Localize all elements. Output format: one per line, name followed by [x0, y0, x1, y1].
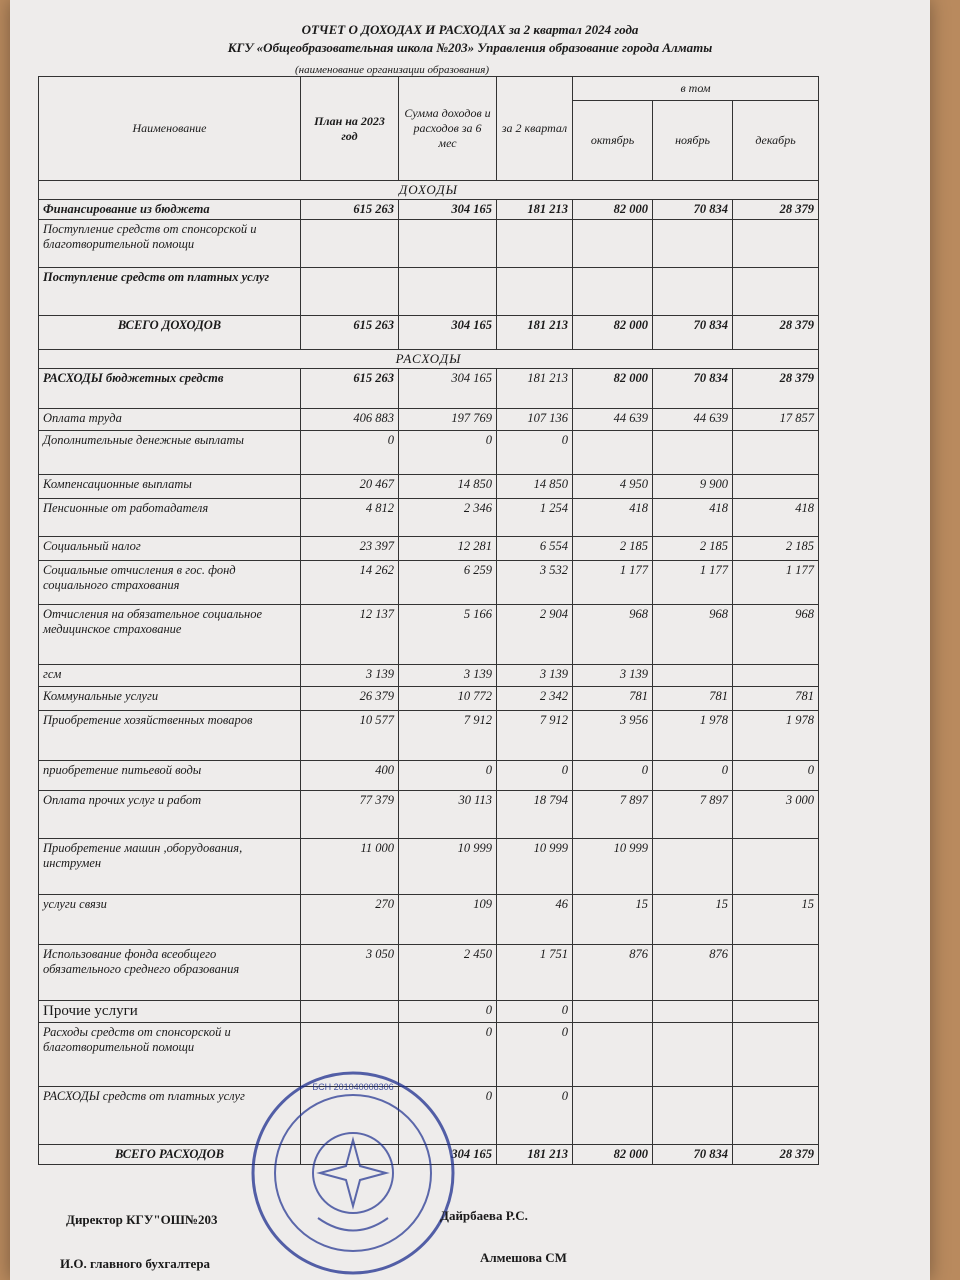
- cell-plan: [301, 268, 399, 316]
- cell-plan: 23 397: [301, 537, 399, 561]
- row-label: услуги связи: [39, 895, 301, 945]
- cell-plan: 0: [301, 431, 399, 475]
- cell-oct: 1 177: [573, 561, 653, 605]
- table-row: [39, 791, 819, 839]
- cell-sum6: 2 450: [399, 945, 497, 1001]
- cell-sum6: 197 769: [399, 409, 497, 431]
- table-row: [39, 475, 819, 499]
- cell-dec: 2 185: [733, 537, 819, 561]
- accountant-name: Алмешова СМ: [480, 1250, 567, 1265]
- row-label: Социальные отчисления в гос. фонд социального страхования: [39, 561, 301, 605]
- cell-sum6: [399, 220, 497, 268]
- cell-q2: 7 912: [497, 711, 573, 761]
- report-table: [38, 76, 819, 1165]
- cell-sum6: 7 912: [399, 711, 497, 761]
- cell-plan: 406 883: [301, 409, 399, 431]
- cell-oct: [573, 1023, 653, 1087]
- col-header-nov: ноябрь: [653, 101, 733, 181]
- cell-oct: 82 000: [573, 316, 653, 350]
- cell-dec: [733, 839, 819, 895]
- row-label: Оплата прочих услуг и работ: [39, 791, 301, 839]
- cell-dec: [733, 220, 819, 268]
- cell-plan: 20 467: [301, 475, 399, 499]
- table-row: [39, 537, 819, 561]
- col-header-plan: План на 2023 год: [301, 77, 399, 181]
- cell-sum6: 3 139: [399, 665, 497, 687]
- cell-sum6: 5 166: [399, 605, 497, 665]
- cell-nov: 1 978: [653, 711, 733, 761]
- cell-dec: 28 379: [733, 200, 819, 220]
- director-name: Дайрбаева Р.С.: [440, 1208, 528, 1223]
- cell-oct: 10 999: [573, 839, 653, 895]
- row-label: Поступление средств от спонсорской и благотворительной помощи: [39, 220, 301, 268]
- cell-nov: [653, 1087, 733, 1145]
- table-row: [39, 895, 819, 945]
- cell-oct: 44 639: [573, 409, 653, 431]
- cell-nov: 9 900: [653, 475, 733, 499]
- cell-dec: 1 978: [733, 711, 819, 761]
- organization-name: КГУ «Общеобразовательная школа №203» Управления образование города Алматы: [227, 40, 713, 55]
- cell-oct: 3 956: [573, 711, 653, 761]
- cell-q2: 107 136: [497, 409, 573, 431]
- cell-dec: [733, 1087, 819, 1145]
- table-row: [39, 711, 819, 761]
- cell-oct: 418: [573, 499, 653, 537]
- cell-nov: 418: [653, 499, 733, 537]
- cell-q2: 18 794: [497, 791, 573, 839]
- cell-plan: 14 262: [301, 561, 399, 605]
- cell-oct: [573, 1087, 653, 1145]
- cell-dec: [733, 945, 819, 1001]
- cell-plan: [301, 1001, 399, 1023]
- cell-nov: [653, 1023, 733, 1087]
- cell-q2: 181 213: [497, 369, 573, 409]
- cell-dec: [733, 1001, 819, 1023]
- cell-q2: 181 213: [497, 200, 573, 220]
- row-label: ВСЕГО РАСХОДОВ: [39, 1145, 301, 1165]
- col-header-sum6: Сумма доходов и расходов за 6 мес: [399, 77, 497, 181]
- row-label: Дополнительные денежные выплаты: [39, 431, 301, 475]
- cell-sum6: 14 850: [399, 475, 497, 499]
- cell-plan: [301, 1023, 399, 1087]
- cell-sum6: 304 165: [399, 316, 497, 350]
- table-row: [39, 761, 819, 791]
- cell-nov: 7 897: [653, 791, 733, 839]
- cell-sum6: 2 346: [399, 499, 497, 537]
- cell-plan: 26 379: [301, 687, 399, 711]
- table-row: [39, 1087, 819, 1145]
- cell-q2: [497, 268, 573, 316]
- cell-dec: 28 379: [733, 316, 819, 350]
- cell-dec: 418: [733, 499, 819, 537]
- cell-q2: [497, 220, 573, 268]
- table-row: [39, 839, 819, 895]
- income-total-row: [39, 316, 819, 350]
- cell-plan: 615 263: [301, 316, 399, 350]
- table-row: [39, 220, 819, 268]
- expense-section-header: РАСХОДЫ: [39, 350, 819, 369]
- cell-q2: 181 213: [497, 1145, 573, 1165]
- cell-nov: [653, 268, 733, 316]
- cell-q2: 0: [497, 431, 573, 475]
- cell-sum6: 0: [399, 431, 497, 475]
- cell-oct: 7 897: [573, 791, 653, 839]
- cell-nov: [653, 665, 733, 687]
- col-header-name: Наименование: [39, 77, 301, 181]
- row-label: Оплата труда: [39, 409, 301, 431]
- cell-sum6: 30 113: [399, 791, 497, 839]
- cell-dec: 17 857: [733, 409, 819, 431]
- income-section-header: ДОХОДЫ: [39, 181, 819, 200]
- cell-sum6: 0: [399, 1001, 497, 1023]
- cell-dec: 968: [733, 605, 819, 665]
- cell-q2: 0: [497, 1023, 573, 1087]
- expense-section-row: [39, 350, 819, 369]
- cell-q2: 46: [497, 895, 573, 945]
- cell-plan: 400: [301, 761, 399, 791]
- cell-oct: 82 000: [573, 1145, 653, 1165]
- row-label: Приобретение машин ,оборудования, инструмен: [39, 839, 301, 895]
- row-label: гсм: [39, 665, 301, 687]
- table-row: [39, 665, 819, 687]
- table-row: [39, 200, 819, 220]
- cell-dec: [733, 665, 819, 687]
- table-row: [39, 268, 819, 316]
- table-row: [39, 369, 819, 409]
- col-header-q2: за 2 квартал: [497, 77, 573, 181]
- cell-dec: 3 000: [733, 791, 819, 839]
- report-body: [39, 181, 819, 1165]
- table-row: [39, 409, 819, 431]
- cell-nov: 2 185: [653, 537, 733, 561]
- cell-sum6: 6 259: [399, 561, 497, 605]
- table-row: [39, 687, 819, 711]
- cell-nov: 44 639: [653, 409, 733, 431]
- income-section-row: [39, 181, 819, 200]
- cell-nov: [653, 220, 733, 268]
- col-header-oct: октябрь: [573, 101, 653, 181]
- cell-dec: 781: [733, 687, 819, 711]
- row-label: РАСХОДЫ бюджетных средств: [39, 369, 301, 409]
- cell-plan: [301, 1145, 399, 1165]
- cell-dec: 28 379: [733, 1145, 819, 1165]
- row-label: Компенсационные выплаты: [39, 475, 301, 499]
- row-label: Отчисления на обязательное социальное медицинское страхование: [39, 605, 301, 665]
- cell-oct: 82 000: [573, 200, 653, 220]
- table-row: [39, 1023, 819, 1087]
- row-label: Использование фонда всеобщего обязательного среднего образования: [39, 945, 301, 1001]
- cell-nov: [653, 839, 733, 895]
- cell-plan: [301, 1087, 399, 1145]
- cell-oct: 2 185: [573, 537, 653, 561]
- cell-dec: [733, 1023, 819, 1087]
- cell-q2: 0: [497, 761, 573, 791]
- cell-plan: 4 812: [301, 499, 399, 537]
- cell-q2: 0: [497, 1001, 573, 1023]
- cell-q2: 2 342: [497, 687, 573, 711]
- cell-nov: 15: [653, 895, 733, 945]
- table-row: [39, 431, 819, 475]
- cell-plan: 11 000: [301, 839, 399, 895]
- row-label: Коммунальные услуги: [39, 687, 301, 711]
- cell-nov: 70 834: [653, 369, 733, 409]
- cell-plan: 615 263: [301, 200, 399, 220]
- cell-oct: 3 139: [573, 665, 653, 687]
- cell-sum6: 109: [399, 895, 497, 945]
- cell-nov: 1 177: [653, 561, 733, 605]
- row-label: Финансирование из бюджета: [39, 200, 301, 220]
- cell-oct: 876: [573, 945, 653, 1001]
- cell-nov: 968: [653, 605, 733, 665]
- row-label: Поступление средств от платных услуг: [39, 268, 301, 316]
- table-row: [39, 561, 819, 605]
- cell-oct: 781: [573, 687, 653, 711]
- cell-plan: 615 263: [301, 369, 399, 409]
- cell-oct: 4 950: [573, 475, 653, 499]
- row-label: приобретение питьевой воды: [39, 761, 301, 791]
- col-header-including: в том: [573, 77, 819, 101]
- cell-dec: 28 379: [733, 369, 819, 409]
- cell-dec: [733, 475, 819, 499]
- cell-q2: 181 213: [497, 316, 573, 350]
- cell-dec: 15: [733, 895, 819, 945]
- table-row: [39, 499, 819, 537]
- cell-q2: 3 532: [497, 561, 573, 605]
- report-title: ОТЧЕТ О ДОХОДАХ И РАСХОДАХ за 2 квартал 2024 года: [301, 22, 639, 37]
- row-label: Приобретение хозяйственных товаров: [39, 711, 301, 761]
- row-label: ВСЕГО ДОХОДОВ: [39, 316, 301, 350]
- cell-plan: 12 137: [301, 605, 399, 665]
- cell-nov: [653, 1001, 733, 1023]
- cell-nov: 70 834: [653, 1145, 733, 1165]
- row-label: Социальный налог: [39, 537, 301, 561]
- cell-sum6: 10 772: [399, 687, 497, 711]
- cell-nov: 70 834: [653, 316, 733, 350]
- cell-oct: 968: [573, 605, 653, 665]
- cell-sum6: 304 165: [399, 369, 497, 409]
- table-row: [39, 945, 819, 1001]
- table-row: [39, 1001, 819, 1023]
- cell-dec: [733, 268, 819, 316]
- cell-sum6: 12 281: [399, 537, 497, 561]
- cell-sum6: [399, 268, 497, 316]
- cell-sum6: 10 999: [399, 839, 497, 895]
- accountant-title: И.О. главного бухгалтера: [60, 1256, 211, 1271]
- cell-oct: 82 000: [573, 369, 653, 409]
- cell-plan: 3 050: [301, 945, 399, 1001]
- cell-dec: [733, 431, 819, 475]
- cell-q2: 3 139: [497, 665, 573, 687]
- cell-nov: 70 834: [653, 200, 733, 220]
- cell-oct: [573, 1001, 653, 1023]
- cell-sum6: 304 165: [399, 1145, 497, 1165]
- cell-sum6: 0: [399, 1023, 497, 1087]
- cell-sum6: 0: [399, 1087, 497, 1145]
- cell-dec: 1 177: [733, 561, 819, 605]
- cell-q2: 1 751: [497, 945, 573, 1001]
- organization-note: (наименование организации образования): [295, 64, 490, 76]
- cell-q2: 2 904: [497, 605, 573, 665]
- cell-oct: [573, 220, 653, 268]
- cell-oct: 0: [573, 761, 653, 791]
- cell-q2: 10 999: [497, 839, 573, 895]
- cell-q2: 1 254: [497, 499, 573, 537]
- cell-dec: 0: [733, 761, 819, 791]
- document-page: [10, 0, 930, 1280]
- table-row: [39, 605, 819, 665]
- row-label: РАСХОДЫ средств от платных услуг: [39, 1087, 301, 1145]
- cell-plan: 10 577: [301, 711, 399, 761]
- cell-plan: 3 139: [301, 665, 399, 687]
- cell-q2: 6 554: [497, 537, 573, 561]
- cell-nov: 0: [653, 761, 733, 791]
- cell-sum6: 0: [399, 761, 497, 791]
- cell-plan: 270: [301, 895, 399, 945]
- cell-plan: 77 379: [301, 791, 399, 839]
- cell-nov: [653, 431, 733, 475]
- expense-total-row: [39, 1145, 819, 1165]
- cell-oct: 15: [573, 895, 653, 945]
- row-label: Пенсионные от работадателя: [39, 499, 301, 537]
- cell-oct: [573, 431, 653, 475]
- cell-oct: [573, 268, 653, 316]
- director-title: Директор КГУ"ОШ№203: [66, 1212, 218, 1227]
- stamp-id-text: БСН 201040008306: [312, 1082, 394, 1092]
- cell-q2: 0: [497, 1087, 573, 1145]
- cell-nov: 876: [653, 945, 733, 1001]
- cell-sum6: 304 165: [399, 200, 497, 220]
- row-label: Прочие услуги: [39, 1001, 301, 1023]
- cell-q2: 14 850: [497, 475, 573, 499]
- row-label: Расходы средств от спонсорской и благотворительной помощи: [39, 1023, 301, 1087]
- cell-plan: [301, 220, 399, 268]
- cell-nov: 781: [653, 687, 733, 711]
- col-header-dec: декабрь: [733, 101, 819, 181]
